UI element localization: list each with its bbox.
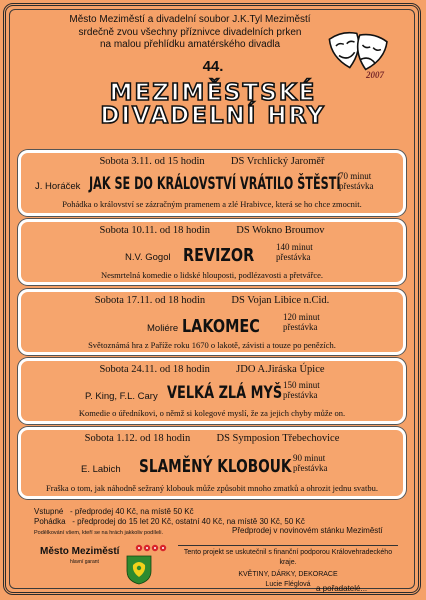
show-description: Pohádka o království se zázračným pramenem a zlé Hrabivce, která se ho chce zmocnit. <box>62 199 362 209</box>
show-company: DS Wokno Broumov <box>236 225 325 236</box>
city-name: Město Meziměstí <box>40 546 120 557</box>
show-card <box>18 358 406 424</box>
show-title: LAKOMEC <box>182 316 260 337</box>
show-title: REVIZOR <box>183 245 255 266</box>
show-minutes: 150 minut <box>283 380 320 390</box>
logo-year: 2007 <box>366 70 384 80</box>
sponsor-text-1: Tento projekt se uskutečnil s finanční podporou Královehradeckého kraje. <box>183 549 393 566</box>
show-author: N.V. Gogol <box>125 252 171 263</box>
flowers-icon <box>134 541 168 555</box>
show-pause: přestávka <box>283 322 318 332</box>
show-company: JDO A.Jiráska Úpice <box>236 364 325 375</box>
show-duration <box>283 380 320 400</box>
show-date: Sobota 3.11. od 15 hodin <box>99 156 205 167</box>
invitation-text <box>40 14 340 52</box>
price-line-fairy-tale: Pohádka - předprodej do 15 let 20 Kč, ostatní 40 Kč, na místě 30 Kč, 50 Kč <box>34 517 305 526</box>
show-description: Fraška o tom, jak náhodně sežraný klobouk může způsobit mnoho zmatků a ohrozit jednu svatbu. <box>46 483 378 493</box>
show-duration <box>339 171 373 191</box>
festival-title-line-2: DIVADELNÍ HRY <box>100 103 326 129</box>
show-date: Sobota 1.12. od 18 hodin <box>84 433 191 444</box>
show-minutes: 90 minut <box>293 453 326 463</box>
show-date-venue <box>21 225 403 236</box>
sponsor-text-2: KVĚTINY, DÁRKY, DEKORACE <box>238 571 338 578</box>
coat-of-arms-icon <box>126 555 152 585</box>
show-company: DS Vojan Libice n.Cid. <box>231 295 330 306</box>
show-description: Světoznámá hra z Paříže roku 1670 o lakotě, závisti a touze po penězích. <box>88 340 336 350</box>
show-description: Komedie o úředníkovi, o němž si kolegové myslí, že za jejich chyby může on. <box>78 408 346 418</box>
sponsor-divider <box>178 545 398 546</box>
show-title: VELKÁ ZLÁ MYŠ <box>167 383 283 403</box>
show-pause: přestávka <box>283 390 318 400</box>
price-line-entry: Vstupné - předprodej 40 Kč, na místě 50 Kč <box>34 507 194 516</box>
header-line-1: Město Meziměstí a divadelní soubor J.K.Tyl Meziměstí <box>69 14 311 25</box>
show-minutes: 120 minut <box>283 312 320 322</box>
show-pause: přestávka <box>339 181 374 191</box>
show-card <box>18 289 406 355</box>
header-line-3: na malou přehlídku amatérského divadla <box>99 39 281 50</box>
edition-number: 44. <box>202 58 224 75</box>
show-date-venue <box>21 295 403 306</box>
city-role: hlavní garant <box>70 559 99 565</box>
show-date-venue <box>21 433 403 444</box>
organizers-text: a pořadatelé... <box>316 584 368 593</box>
show-duration <box>283 312 320 332</box>
show-card <box>18 150 406 216</box>
show-duration <box>293 453 327 473</box>
show-card <box>18 427 406 499</box>
show-date-venue <box>21 364 403 375</box>
show-author: J. Horáček <box>35 181 81 192</box>
show-duration <box>276 242 313 262</box>
festival-title-line-1: MEZIMĚSTSKÉ <box>109 80 317 106</box>
show-author: Moliére <box>147 323 179 334</box>
show-date: Sobota 17.11. od 18 hodin <box>94 295 206 306</box>
show-date: Sobota 24.11. od 18 hodin <box>99 364 210 375</box>
presale-info: Předprodej v novinovém stánku Meziměstí <box>232 526 383 535</box>
sponsor-text-3: Lucie Fléglová <box>265 580 311 588</box>
header-line-2: srdečně zvou všechny příznivce divadelních prken <box>78 26 302 38</box>
show-card <box>18 219 406 285</box>
show-minutes: 140 minut <box>276 242 313 252</box>
show-title: JAK SE DO KRÁLOVSTVÍ VRÁTILO ŠTĚSTÍ <box>89 174 341 194</box>
show-pause: přestávka <box>276 252 311 262</box>
sponsor-block <box>178 548 398 589</box>
show-description: Nesmrtelná komedie o lidské hlouposti, podlézavosti a přetvářce. <box>100 270 324 280</box>
ticket-prices <box>34 507 305 527</box>
show-date: Sobota 10.11. od 18 hodin <box>99 225 210 236</box>
show-author: P. King, F.L. Cary <box>85 391 158 402</box>
show-company: DS Symposion Třebechovice <box>216 433 340 444</box>
show-pause: přestávka <box>293 463 328 473</box>
thanks-note: Podělkování všem, kteří se na hrách jakkoliv podíleli. <box>34 530 164 536</box>
show-minutes: 70 minut <box>339 171 372 181</box>
show-author: E. Labich <box>81 464 121 475</box>
show-title: SLAMĚNÝ KLOBOUK <box>139 456 292 477</box>
show-company: DS Vrchlický Jaroměř <box>230 156 325 167</box>
show-date-venue <box>21 156 403 167</box>
